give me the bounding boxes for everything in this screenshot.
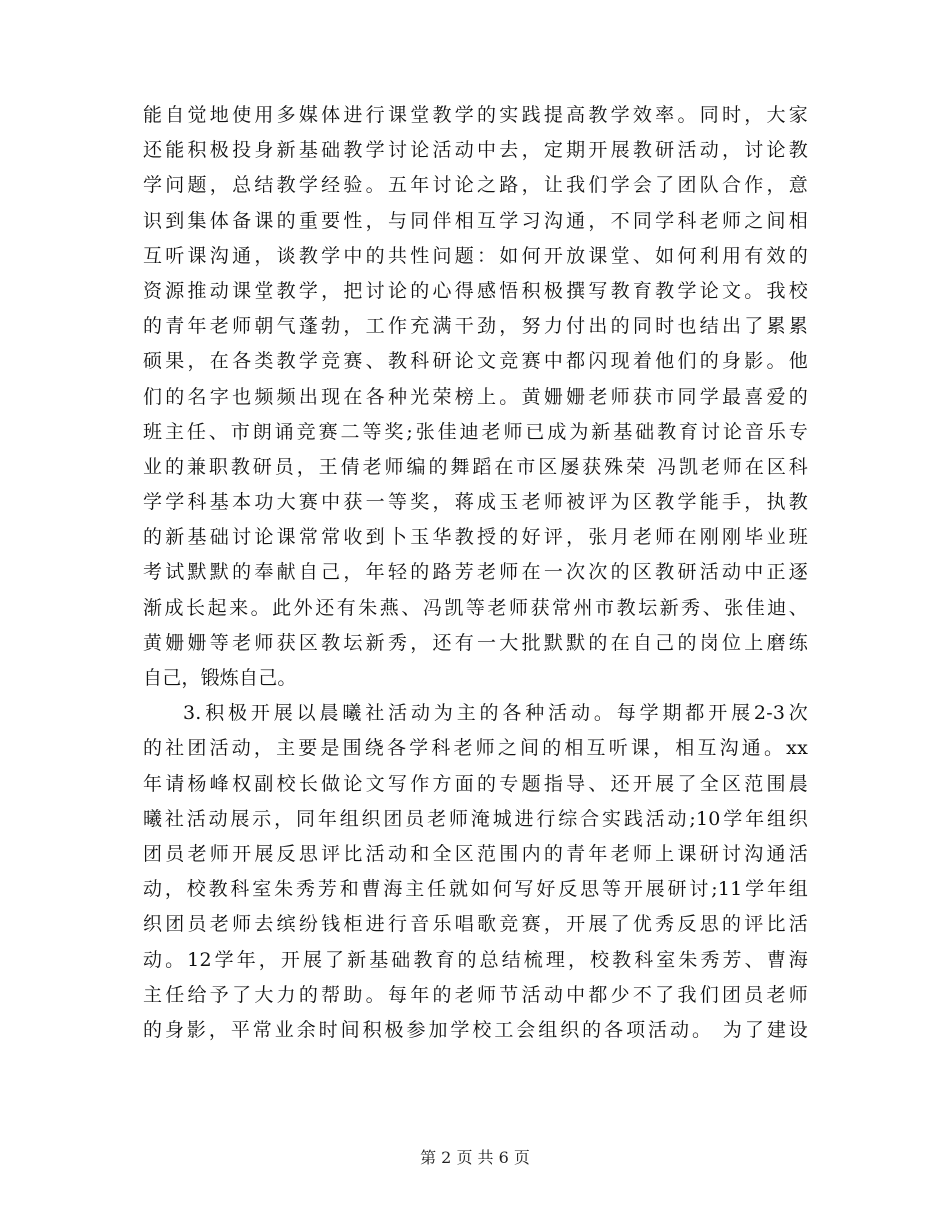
text-line: 主任给予了大力的帮助。每年的老师节活动中都少不了我们团员老师 bbox=[143, 983, 808, 1006]
text-line: 年请杨峰权副校长做论文写作方面的专题指导、还开展了全区范围晨 bbox=[143, 772, 808, 795]
text-line: 能自觉地使用多媒体进行课堂教学的实践提高教学效率。同时，大家 bbox=[143, 104, 808, 126]
text-line: 的新基础讨论课常常收到卜玉华教授的好评，张月老师在刚刚毕业班 bbox=[143, 526, 808, 549]
text-line: 的身影，平常业余时间积极参加学校工会组织的各项活动。 为了建设 bbox=[143, 1018, 808, 1041]
text-line: 资源推动课堂教学，把讨论的心得感悟积极撰写教育教学论文。我校 bbox=[143, 279, 808, 302]
body-text bbox=[143, 98, 808, 1048]
text-line: 还能积极投身新基础教学讨论活动中去，定期开展教研活动，讨论教 bbox=[143, 139, 808, 162]
page-number: 第 2 页 共 6 页 bbox=[420, 1148, 530, 1167]
text-line: 业的兼职教研员，王倩老师编的舞蹈在市区屡获殊荣 冯凯老师在区科 bbox=[143, 455, 808, 478]
text-line: 班主任、市朗诵竞赛二等奖;张佳迪老师已成为新基础教育讨论音乐专 bbox=[143, 420, 808, 443]
text-line: 渐成长起来。此外还有朱燕、冯凯等老师获常州市教坛新秀、张佳迪、 bbox=[143, 596, 808, 619]
text-line: 动，校教科室朱秀芳和曹海主任就如何写好反思等开展研讨;11学年组 bbox=[143, 878, 808, 901]
paragraph-2 bbox=[143, 696, 808, 1048]
page-footer bbox=[0, 1146, 950, 1170]
text-line: 们的名字也频频出现在各种光荣榜上。黄姗姗老师获市同学最喜爱的 bbox=[143, 385, 808, 408]
text-line: 织团员老师去缤纷钱柜进行音乐唱歌竞赛，开展了优秀反思的评比活 bbox=[143, 913, 808, 936]
text-line: 团员老师开展反思评比活动和全区范围内的青年老师上课研讨沟通活 bbox=[143, 842, 808, 865]
text-line: 曦社活动展示，同年组织团员老师淹城进行综合实践活动;10学年组织 bbox=[143, 807, 808, 830]
text-line: 识到集体备课的重要性，与同伴相互学习沟通，不同学科老师之间相 bbox=[143, 209, 808, 232]
text-line: 考试默默的奉献自己，年轻的路芳老师在一次次的区教研活动中正逐 bbox=[143, 561, 808, 584]
text-line: 黄姗姗等老师获区教坛新秀，还有一大批默默的在自己的岗位上磨练 bbox=[143, 631, 808, 654]
paragraph-1 bbox=[143, 98, 808, 696]
text-line: 互听课沟通，谈教学中的共性问题：如何开放课堂、如何利用有效的 bbox=[143, 244, 808, 267]
text-line: 3.积极开展以晨曦社活动为主的各种活动。每学期都开展2-3次 bbox=[183, 702, 808, 725]
text-line: 的青年老师朝气蓬勃，工作充满干劲，努力付出的同时也结出了累累 bbox=[143, 315, 808, 338]
text-line: 硕果，在各类教学竞赛、教科研论文竞赛中都闪现着他们的身影。他 bbox=[143, 350, 808, 373]
text-line: 学问题，总结教学经验。五年讨论之路，让我们学会了团队合作，意 bbox=[143, 174, 808, 197]
text-line: 动。12学年，开展了新基础教育的总结梳理，校教科室朱秀芳、曹海 bbox=[143, 948, 808, 971]
text-line: 学学科基本功大赛中获一等奖，蒋成玉老师被评为区教学能手，执教 bbox=[143, 491, 808, 514]
text-line: 自己，锻炼自己。 bbox=[143, 667, 297, 689]
text-line: 的社团活动，主要是围绕各学科老师之间的相互听课，相互沟通。xx bbox=[143, 737, 808, 760]
